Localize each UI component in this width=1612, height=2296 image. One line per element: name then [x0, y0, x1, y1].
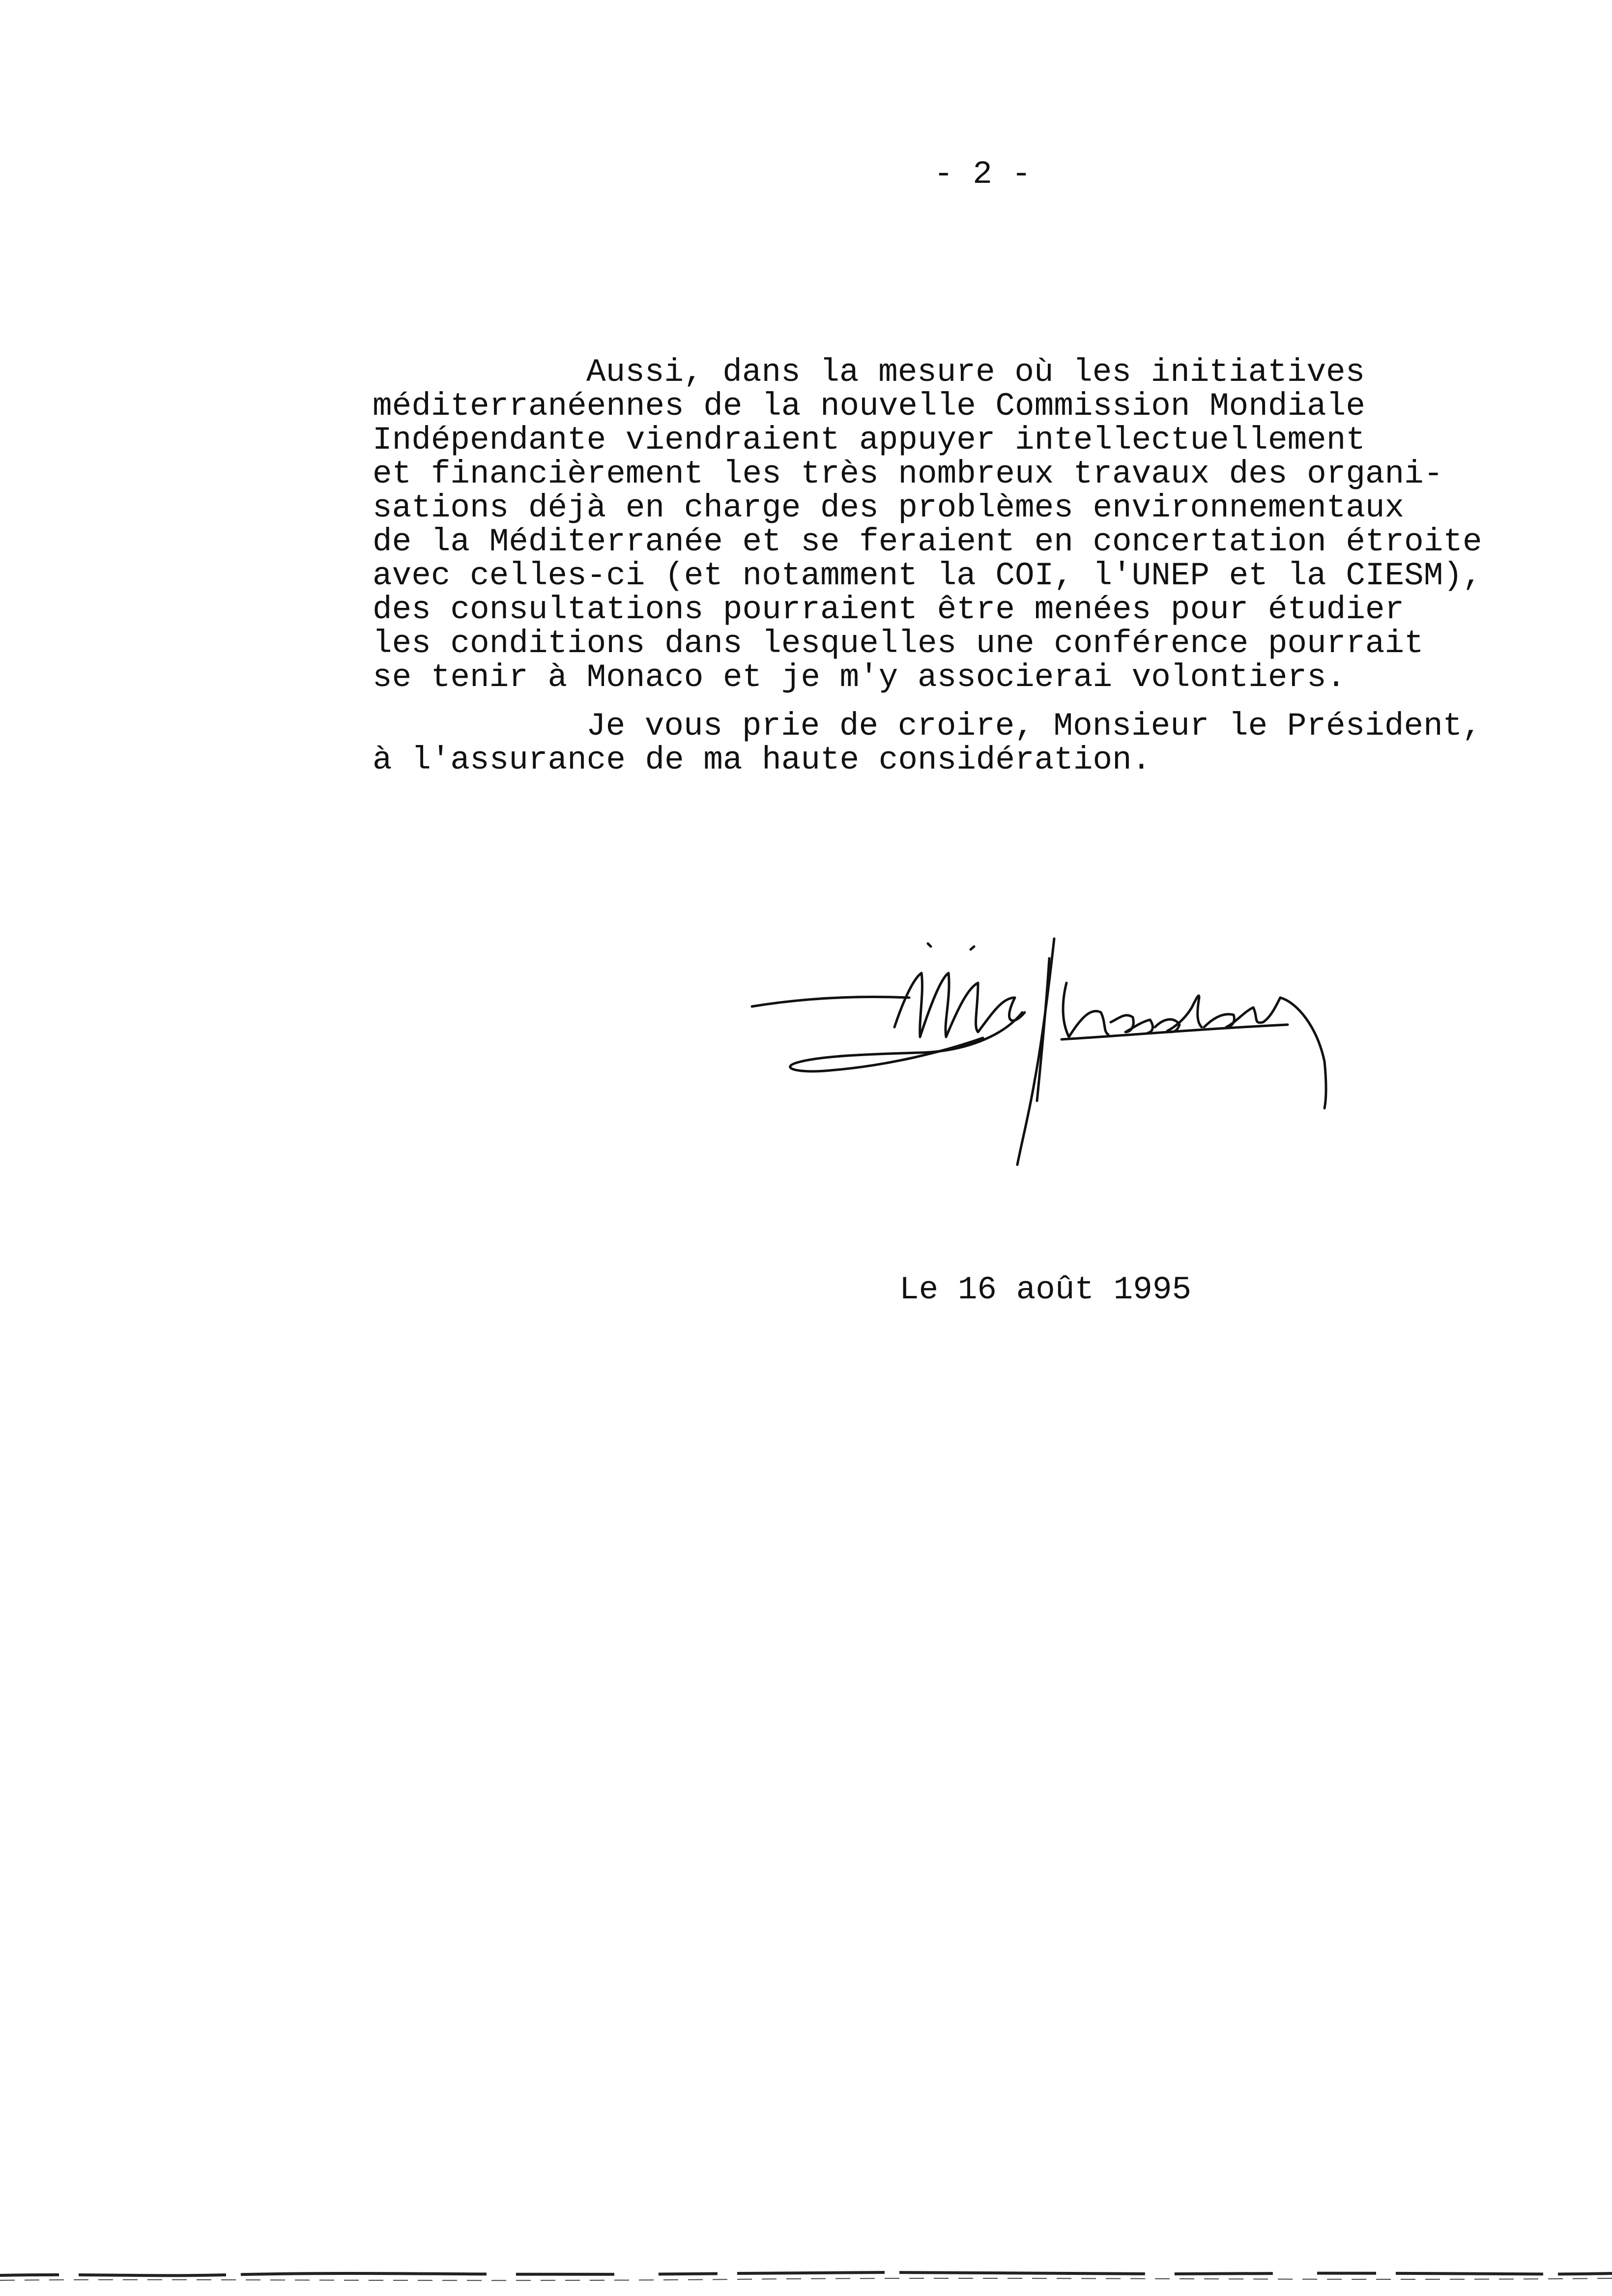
- paragraph1-line-3: Indépendante viendraient appuyer intellectuellement: [373, 422, 1365, 459]
- signature-drawing: [747, 924, 1356, 1184]
- page-number: - 2 -: [934, 156, 1032, 193]
- paragraph1-line-1: Aussi, dans la mesure où les initiatives: [586, 354, 1365, 391]
- paragraph1-line-9: les conditions dans lesquelles une conférence pourrait: [373, 625, 1424, 662]
- scan-bottom-edge: [0, 2261, 1612, 2296]
- paragraph1-line-5: sations déjà en charge des problèmes environnementaux: [373, 489, 1405, 526]
- paragraph1-line-2: méditerranéennes de la nouvelle Commission Mondiale: [373, 388, 1365, 425]
- paragraph2-line-2: à l'assurance de ma haute considération.: [373, 742, 1151, 778]
- paragraph1-line-10: se tenir à Monaco et je m'y associerai volontiers.: [373, 659, 1346, 696]
- paragraph1-line-6: de la Méditerranée et se feraient en concertation étroite: [373, 523, 1482, 560]
- paragraph1-line-7: avec celles-ci (et notamment la COI, l'UNEP et la CIESM),: [373, 557, 1482, 594]
- scan-edge-shadow: [0, 2261, 1612, 2296]
- paragraph1-line-8: des consultations pourraient être menées pour étudier: [373, 591, 1405, 628]
- paragraph1-line-4: et financièrement les très nombreux travaux des organi-: [373, 456, 1443, 492]
- paragraph-closing-proposal: [373, 355, 1482, 694]
- handwritten-signature: [747, 924, 1356, 1184]
- paragraph-salutation: [373, 709, 1482, 777]
- letter-date: Le 16 août 1995: [899, 1271, 1192, 1308]
- paragraph2-line-1: Je vous prie de croire, Monsieur le Président,: [586, 708, 1482, 745]
